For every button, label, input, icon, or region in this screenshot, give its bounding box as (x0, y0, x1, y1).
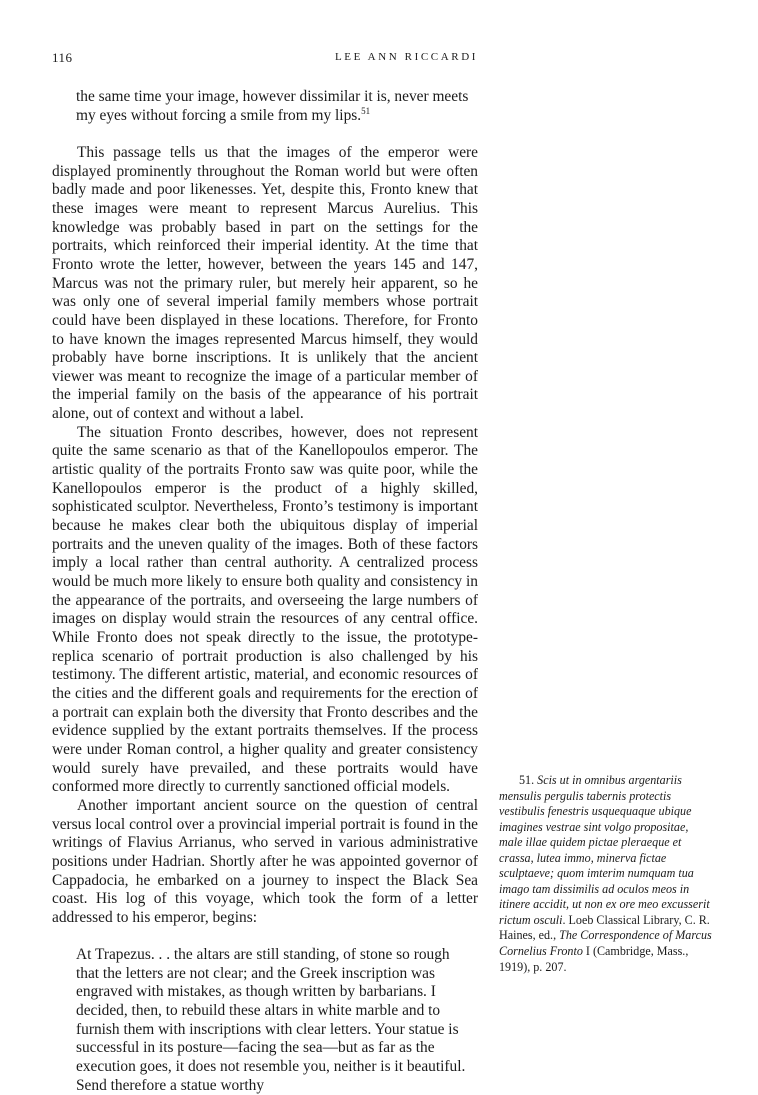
block-quote-fronto (76, 88, 472, 125)
footnote-publication: I (Cambridge, Mass., 1919), p. 207. (499, 944, 689, 974)
running-head (52, 50, 478, 70)
footnote-citation: . Loeb Classical Library, C. R. Haines, ed., (499, 912, 710, 943)
block-quote-arrian: At Trapezus. . . the altars are still standing, of stone so rough that the letters are not clear; and the Greek inscription was engraved with mistakes, as though written by barbarians. I decided, then, to rebuild these altars in white marble and to furnish them with inscriptions with clear letters. Your statue is successful in its posture—facing the sea—but as far as the execution goes, it does not resemble you, neither is it beautiful. Send therefore a statue worthy (76, 946, 466, 1094)
page-number: 116 (52, 50, 73, 65)
body-paragraph: This passage tells us that the images of the emperor were displayed prominently throughout the Roman world but were often badly made and poor likenesses. Yet, despite this, Fronto knew that these images were meant to represent Marcus Aurelius. This knowledge was probably based in part on the settings for the portraits, which reinforced their imperial identity. At the time that Fronto wrote the letter, however, between the years 145 and 147, Marcus was not the primary ruler, but merely heir apparent, so he was only one of several imperial family members whose portrait could have been displayed in these locations. Therefore, for Fronto to have known the images represented Marcus himself, they would probably have borne inscriptions. It is unlikely that the ancient viewer was meant to recognize the image of a particular member of the imperial family on the basis of the appearance of his portrait alone, out of context and without a label. (52, 143, 478, 423)
footnote-51 (499, 773, 713, 975)
footnote-reference: 51 (361, 105, 371, 116)
body-paragraph: Another important ancient source on the question of central versus local control over a provincial imperial portrait is found in the writings of Flavius Arrianus, who served in various administrative positions under Hadrian. Shortly after he was appointed governor of Cappadocia, he embarked on a journey to inspect the Black Sea coast. His log of this voyage, which took the form of a letter addressed to his emperor, begins: (52, 796, 478, 926)
footnote-book-title: The Correspondence of Marcus Cornelius Fronto (499, 928, 712, 959)
body-paragraph: The situation Fronto describes, however, does not represent quite the same scenario as that of the Kanellopoulos emperor. The artistic quality of the portraits Fronto saw was quite poor, while the Kanellopoulos emperor is the product of a highly skilled, sophisticated sculptor. Nevertheless, Fronto’s testimony is important because he makes clear both the ubiquitous display of imperial portraits and the uneven quality of the images. Both of these factors imply a local rather than central authority. A centralized process would be much more likely to ensure both quality and consistency in the appearance of the portraits, and overseeing the large numbers of images on display would strain the resources of any central office. While Fronto does not speak directly to the issue, the prototype-replica scenario of portrait production is also challenged by his testimony. The different artistic, material, and economic resources of the cities and the different goals and requirements for the erection of a portrait can explain both the diversity that Fronto describes and the evidence supplied by the extant portraits themselves. If the process were under Roman control, a higher quality and greater consistency would surely have prevailed, and these portraits would have conformed more directly to currently sanctioned official models. (52, 423, 478, 796)
footnote-latin-quote: Scis ut in omnibus argentariis mensulis pergulis tabernis protectis vestibulis fenestris usquequaque ubique imagines vestrae sint volgo propositae, male illae quidem pictae pleraeque et crassa, lutea immo, minerva fictae sculptaeve; quom imterim numquam tua imago tam dissimilis ad oculos meos in itinere accidit, ut non ex ore meo excusserit rictum osculi (499, 773, 710, 927)
block-quote-text: the same time your image, however dissimilar it is, never meets my eyes without forcing a smile from my lips. (76, 88, 469, 124)
main-text-column (52, 88, 478, 1095)
running-head-author: LEE ANN RICCARDI (334, 51, 478, 63)
footnote-number: 51. (519, 773, 535, 787)
